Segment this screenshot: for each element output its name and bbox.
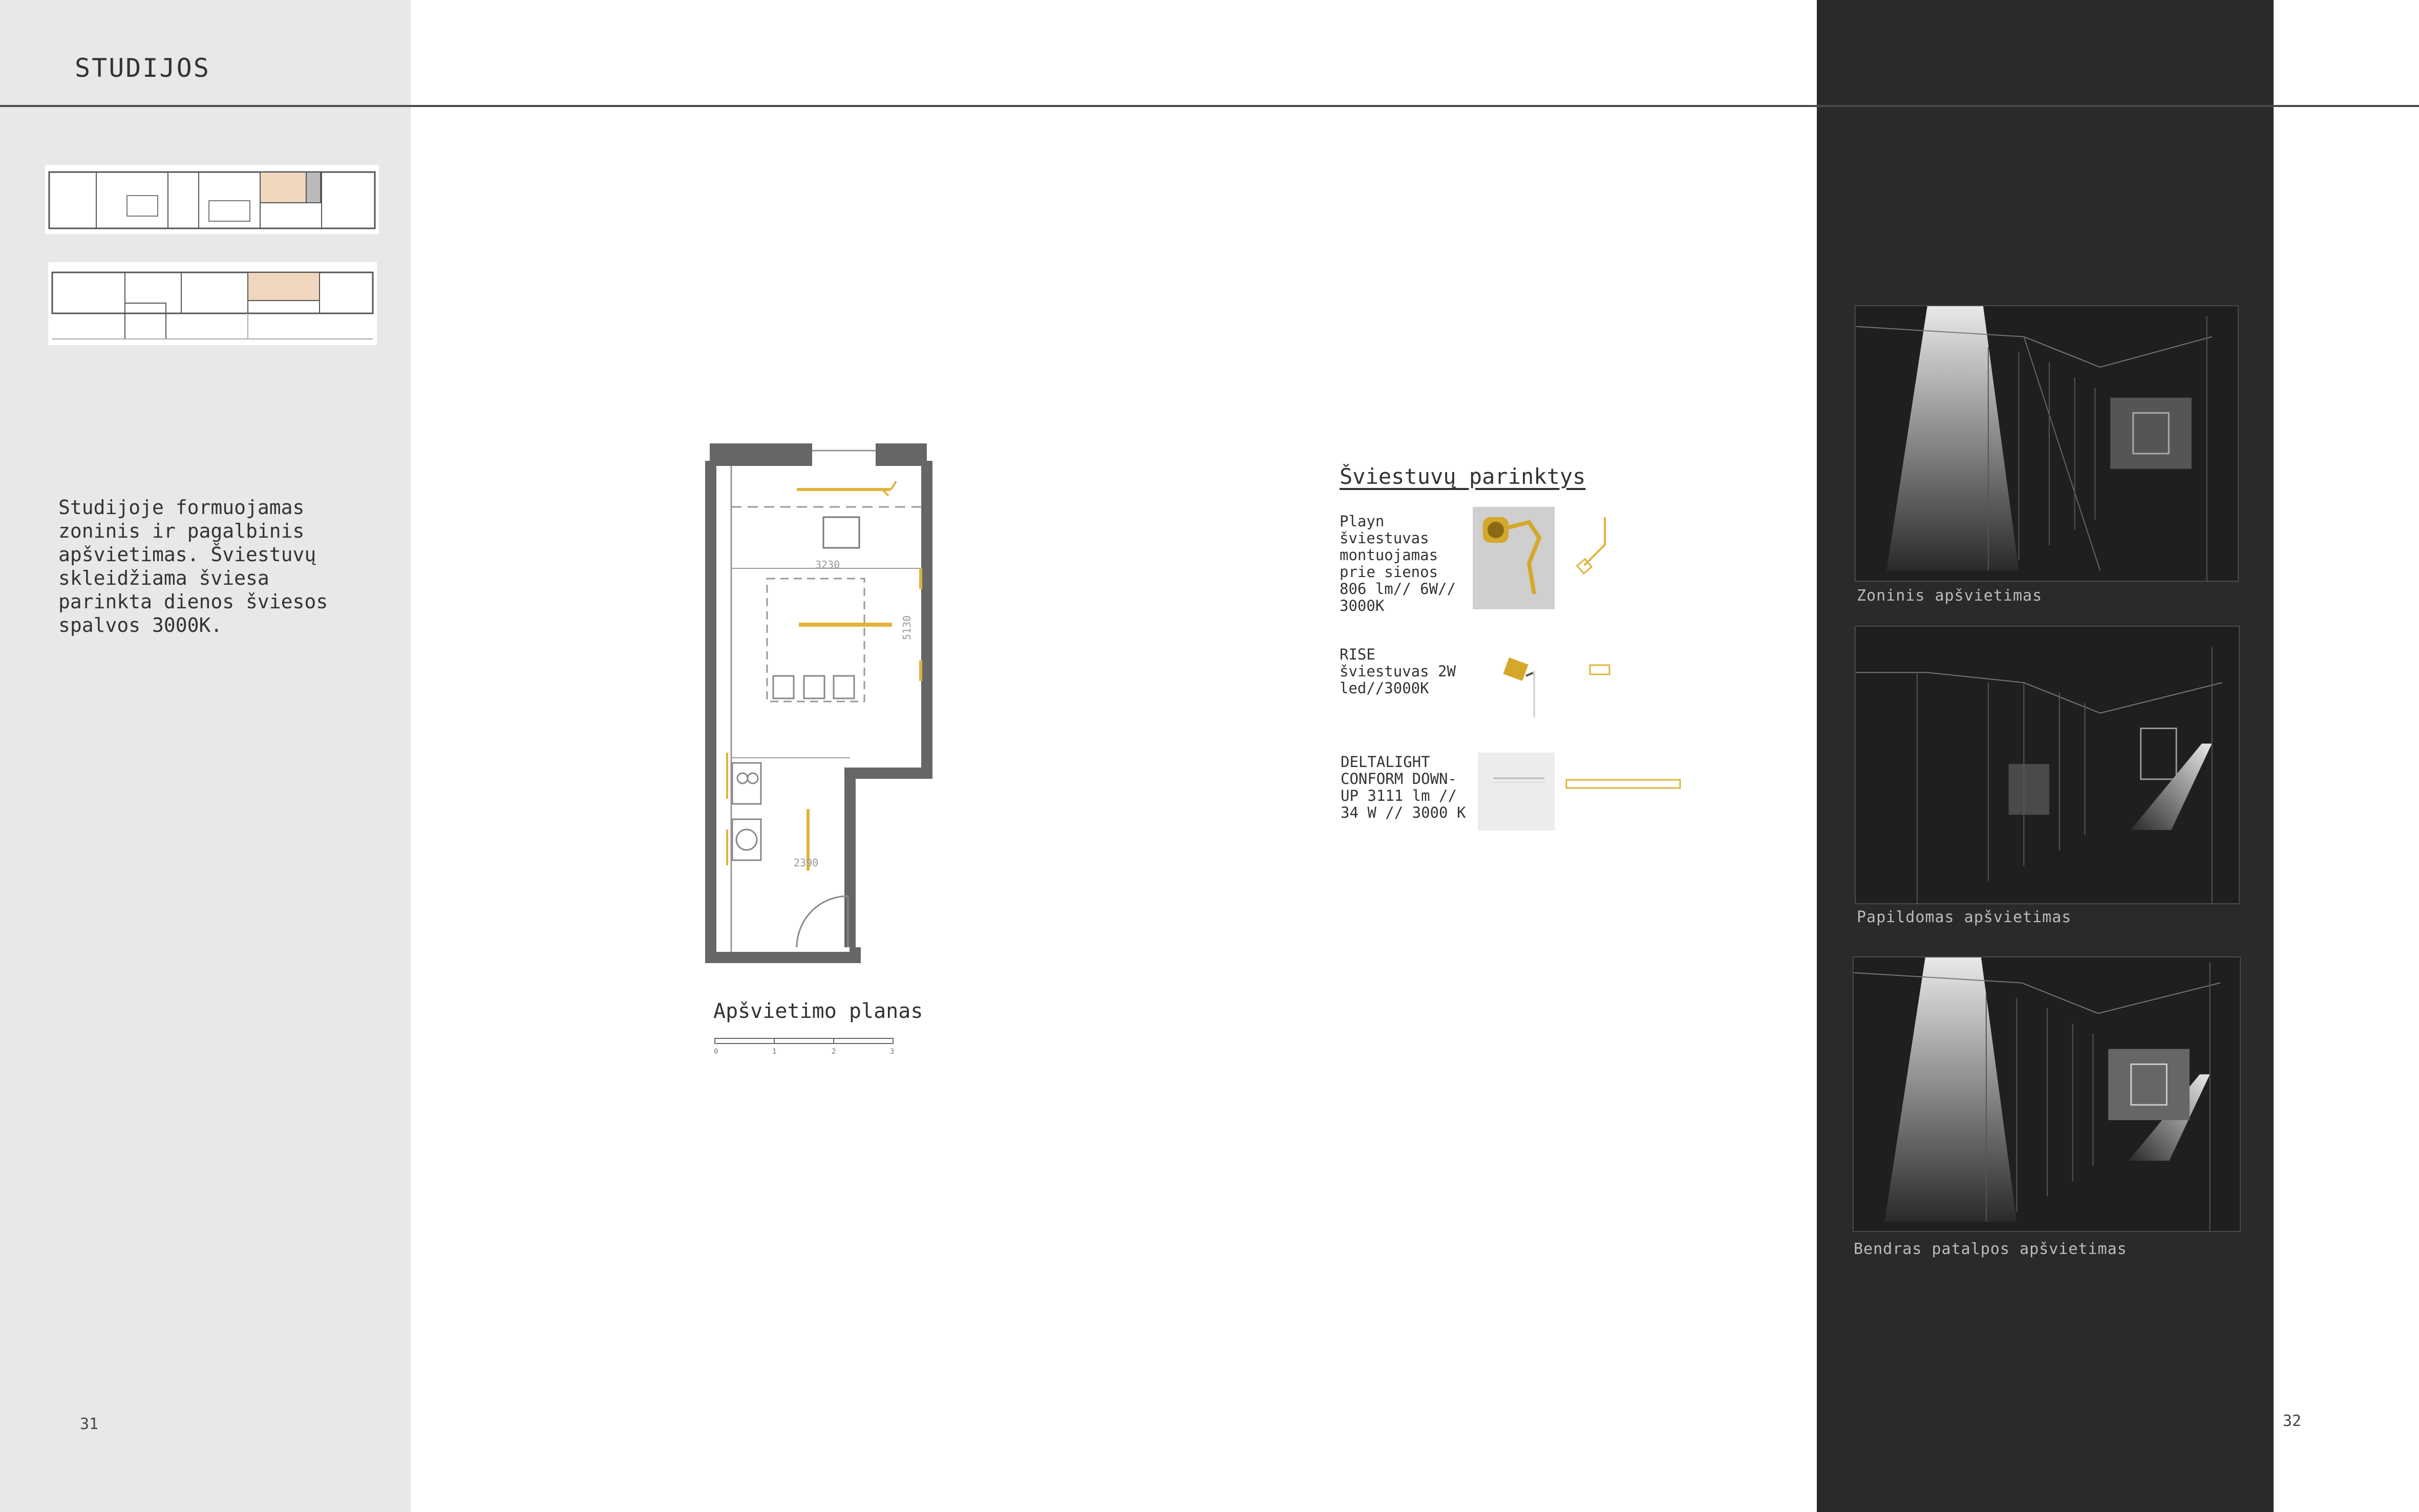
dim-width-bottom: 2390 [794, 857, 819, 869]
scale-bar [712, 1031, 901, 1058]
luminaire-1-symbol [1574, 514, 1615, 576]
scale-tick-3: 3 [890, 1048, 895, 1056]
luminaire-3-text: DELTALIGHT CONFORM DOWN- UP 3111 lm // 34 W // 3000 K [1341, 753, 1466, 821]
render-supplementary-caption: Papildomas apšvietimas [1857, 908, 2072, 926]
page-number-right: 32 [2283, 1412, 2302, 1430]
render-supplementary-lighting [1855, 626, 2240, 904]
dim-height-side: 5130 [901, 615, 913, 640]
page-number-left: 31 [80, 1415, 99, 1433]
luminaire-1-photo [1473, 507, 1555, 609]
render-zonal-lighting [1855, 305, 2239, 582]
luminaire-3-symbol [1565, 778, 1683, 792]
scale-tick-1: 1 [772, 1048, 777, 1056]
building-plan-thumbnail-upper [45, 165, 379, 234]
luminaire-3-photo [1478, 753, 1555, 830]
luminaire-2-symbol [1588, 664, 1612, 677]
render-zonal-caption: Zoninis apšvietimas [1857, 587, 2043, 605]
luminaire-2-photo [1495, 650, 1552, 722]
luminaire-1-text: Playn šviestuvas montuojamas prie sienos 806 lm// 6W// 3000K [1340, 513, 1456, 614]
render-general-caption: Bendras patalpos apšvietimas [1854, 1240, 2127, 1258]
plan-caption: Apšvietimo planas [713, 999, 923, 1023]
render-general-lighting [1853, 956, 2241, 1232]
scale-tick-0: 0 [714, 1048, 718, 1056]
dim-width-top: 3230 [815, 559, 840, 571]
luminaires-title: Šviestuvų parinktys [1340, 464, 1586, 489]
luminaire-2-text: RISE šviestuvas 2W led//3000K [1340, 646, 1456, 697]
page-title: STUDIJOS [75, 53, 210, 83]
scale-tick-2: 2 [832, 1048, 836, 1056]
description-text: Studijoje formuojamas zoninis ir pagalbinis apšvietimas. Šviestuvų skleidžiama šviesa parinkta dienos šviesos spalvos 3000K. [58, 496, 328, 636]
building-plan-thumbnail-lower [48, 262, 377, 345]
lighting-floor-plan [702, 440, 947, 968]
header-divider [0, 105, 2419, 107]
